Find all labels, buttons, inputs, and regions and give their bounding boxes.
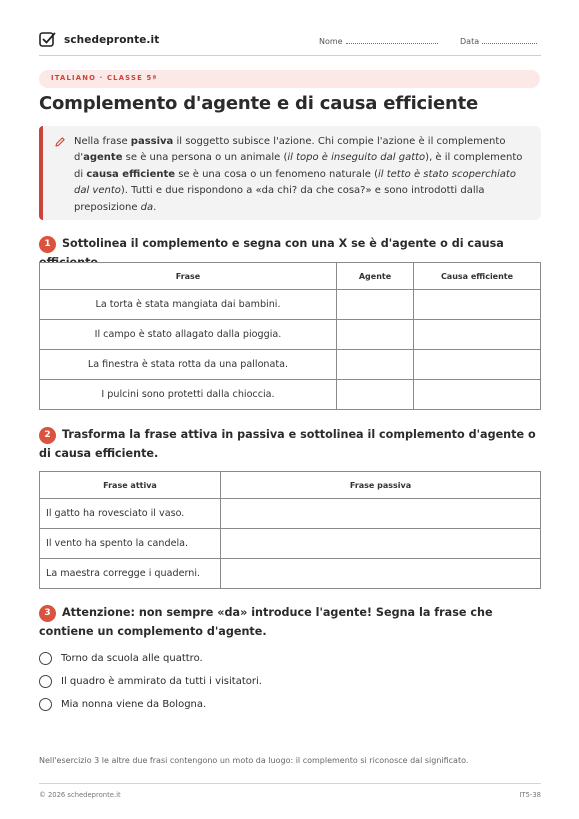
name-label: Nome [319, 37, 343, 46]
passive-answer-cell[interactable] [221, 499, 541, 529]
sentence-cell: I pulcini sono protetti dalla chioccia. [40, 380, 337, 410]
table-row [40, 350, 541, 380]
date-field[interactable] [460, 35, 537, 46]
agente-checkbox-cell[interactable] [337, 290, 414, 320]
date-label: Data [460, 37, 480, 46]
subject-tag-label: ITALIANO · CLASSE 5ª [51, 74, 158, 82]
exercise-number-badge: 3 [39, 605, 56, 622]
date-line[interactable] [482, 35, 537, 44]
footer-divider [39, 783, 541, 784]
header-divider [39, 55, 541, 56]
exercise-3-prompt: 3 Attenzione: non sempre «da» introduce l'agente! Segna la frase che contiene un complemento d'agente. [39, 606, 493, 638]
passive-answer-cell[interactable] [221, 559, 541, 589]
option-item[interactable] [39, 698, 206, 711]
subject-tag [39, 70, 540, 88]
info-text: Nella frase passiva il soggetto subisce l'azione. Chi compie l'azione è il complemento d'agente se è una persona o un animale (il topo è inseguito dal gatto), è il complemento di causa efficiente se è una cosa o un fenomeno naturale (il tetto è stato scoperchiato dal vento). Tutti e due rispondono a «da chi? da che cosa?» e sono introdotti dalla preposizione da. [74, 136, 523, 213]
col-header: Frase [40, 263, 337, 290]
option-item[interactable] [39, 652, 203, 665]
col-header: Frase attiva [40, 472, 221, 499]
agente-checkbox-cell[interactable] [337, 350, 414, 380]
table-row [40, 380, 541, 410]
radio-circle-icon[interactable] [39, 652, 52, 665]
info-box [39, 126, 541, 220]
causa-checkbox-cell[interactable] [414, 320, 541, 350]
checkbox-logo-icon [39, 31, 56, 48]
causa-checkbox-cell[interactable] [414, 350, 541, 380]
option-label: Mia nonna viene da Bologna. [61, 699, 207, 710]
option-item[interactable] [39, 675, 262, 688]
table-row [40, 320, 541, 350]
exercise-2-prompt: 2 Trasforma la frase attiva in passiva e sottolinea il complemento d'agente o di causa efficiente. [39, 428, 536, 460]
brand [39, 31, 159, 48]
agente-checkbox-cell[interactable] [337, 380, 414, 410]
radio-circle-icon[interactable] [39, 675, 52, 688]
option-label: Torno da scuola alle quattro. [61, 653, 203, 664]
info-accent-bar [39, 126, 43, 220]
sheet-code: IT5-38 [519, 791, 541, 799]
exercise-1-table [39, 262, 541, 410]
footnote: Nell'esercizio 3 le altre due frasi contengono un moto da luogo: il complemento si riconosce dal significato. [39, 756, 469, 765]
causa-checkbox-cell[interactable] [414, 380, 541, 410]
active-sentence-cell: Il vento ha spento la candela. [40, 529, 221, 559]
table-row [40, 529, 541, 559]
name-line[interactable] [346, 35, 438, 44]
exercise-number-badge: 1 [39, 236, 56, 253]
radio-circle-icon[interactable] [39, 698, 52, 711]
col-header: Agente [337, 263, 414, 290]
active-sentence-cell: La maestra corregge i quaderni. [40, 559, 221, 589]
col-header: Causa efficiente [414, 263, 541, 290]
pencil-icon [54, 136, 66, 148]
table-row [40, 499, 541, 529]
table-row [40, 559, 541, 589]
name-field[interactable] [319, 35, 438, 46]
table-row [40, 290, 541, 320]
brand-name: schedepronte.it [64, 33, 160, 46]
copyright: © 2026 schedepronte.it [39, 791, 121, 799]
active-sentence-cell: Il gatto ha rovesciato il vaso. [40, 499, 221, 529]
option-label: Il quadro è ammirato da tutti i visitatori. [61, 676, 262, 687]
passive-answer-cell[interactable] [221, 529, 541, 559]
sentence-cell: La torta è stata mangiata dai bambini. [40, 290, 337, 320]
exercise-1-prompt: 1 Sottolinea il complemento e segna con una X se è d'agente o di causa [39, 234, 541, 272]
col-header: Frase passiva [221, 472, 541, 499]
exercise-number-badge: 2 [39, 427, 56, 444]
agente-checkbox-cell[interactable] [337, 320, 414, 350]
sentence-cell: La finestra è stata rotta da una pallonata. [40, 350, 337, 380]
causa-checkbox-cell[interactable] [414, 290, 541, 320]
sentence-cell: Il campo è stato allagato dalla pioggia. [40, 320, 337, 350]
page-title: Complemento d'agente e di causa efficiente [39, 93, 479, 114]
exercise-2-table [39, 471, 541, 589]
